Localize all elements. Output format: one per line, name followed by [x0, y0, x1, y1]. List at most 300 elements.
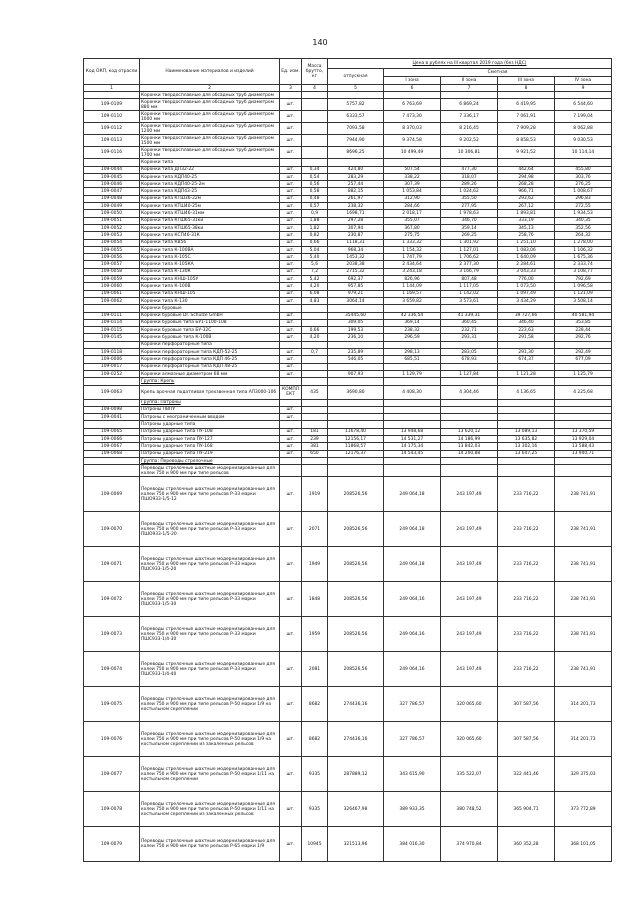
cell-price: 4 408,30 — [384, 385, 441, 399]
cell-price: 243 197,49 — [441, 512, 498, 547]
cell-code: 109-0046 — [84, 181, 140, 188]
cell-price: 6 763,69 — [384, 99, 441, 111]
column-number: 8 — [498, 85, 555, 92]
cell-mass — [302, 159, 328, 166]
cell-code — [84, 305, 140, 312]
cell-name: Коронки типа К-105КА — [140, 261, 280, 268]
cell-mass: 2081 — [302, 652, 328, 687]
cell-mass: 9335 — [302, 757, 328, 792]
cell-price: 1 024,62 — [441, 188, 498, 195]
cell-name: Коронки перфораторные типа КДП 48-25 — [140, 363, 280, 370]
cell-price: 292,76 — [555, 334, 612, 341]
table-row — [84, 217, 612, 224]
cell-price: 1 278,00 — [555, 239, 612, 246]
cell-code: 109-0060 — [84, 283, 140, 290]
cell-code: 109-0070 — [84, 512, 140, 547]
cell-price: 238 741,91 — [555, 512, 612, 547]
cell-price: 882,15 — [328, 188, 384, 195]
cell-mass — [302, 370, 328, 377]
cell-unit: шт. — [280, 319, 302, 326]
cell-unit: шт. — [280, 414, 302, 421]
cell-price: 10 499,49 — [384, 147, 441, 159]
cell-code: 109-0052 — [84, 224, 140, 231]
cell-code: 109-0111 — [84, 312, 140, 319]
cell-price: 8 062,88 — [555, 123, 612, 135]
cell-mass: 0,48 — [302, 195, 328, 202]
table-row — [84, 435, 612, 442]
cell-price: 264,32 — [555, 232, 612, 239]
cell-code — [84, 421, 140, 428]
cell-name: Переводы стрелочные шахтные модернизированные для колеи 750 и 900 мм при типе рельсов Р-50 марки 1/11 на костыльном скреплении — [140, 757, 280, 792]
cell-name: Коронки твердосплавные для обсадных труб диаметром 1000 мм — [140, 111, 280, 123]
cell-unit: шт. — [280, 582, 302, 617]
cell-price: 355,50 — [441, 195, 498, 202]
cell-mass: 650 — [302, 450, 328, 457]
cell-name: Переводы стрелочные шахтные модернизированные для колеи 750 и 900 мм при типе рельсов Р-33 марки ПШО933-1/5-20 — [140, 512, 280, 547]
cell-unit: шт. — [280, 261, 302, 268]
cell-price: 238,32 — [328, 203, 384, 210]
cell-price: 424,80 — [328, 166, 384, 173]
cell-price: 1 008,67 — [555, 188, 612, 195]
table-row — [84, 327, 612, 334]
cell-mass: 8682 — [302, 687, 328, 722]
cell-name: Патроны ударные типа ПУ-219 — [140, 450, 280, 457]
cell-unit: шт. — [280, 297, 302, 304]
cell-unit: шт. — [280, 327, 302, 334]
cell-price: 3064,14 — [328, 297, 384, 304]
cell-price — [498, 414, 555, 421]
cell-code: 109-0063 — [84, 385, 140, 399]
cell-price: 1 144,09 — [384, 283, 441, 290]
table-row — [84, 166, 612, 173]
header-price-group: Цена в рублях на III квартал 2019 года (без НДС) — [328, 59, 612, 69]
cell-price: 1 083,06 — [498, 246, 555, 253]
table-row — [84, 687, 612, 722]
cell-price: 2 377,30 — [441, 261, 498, 268]
cell-price — [498, 457, 555, 464]
cell-price: 6 419,95 — [498, 99, 555, 111]
cell-price: 40 581,94 — [555, 312, 612, 319]
cell-price — [555, 414, 612, 421]
table-row — [84, 173, 612, 180]
cell-price: 307,39 — [384, 181, 441, 188]
cell-price: 12176,37 — [328, 450, 384, 457]
cell-price: 303,76 — [555, 173, 612, 180]
table-row — [84, 195, 612, 202]
cell-price: 1 251,10 — [498, 239, 555, 246]
cell-price: 1 169,57 — [384, 290, 441, 297]
table-row — [84, 477, 612, 512]
cell-mass: 381 — [302, 443, 328, 450]
cell-price: 1 073,50 — [498, 283, 555, 290]
cell-price: 292,49 — [555, 349, 612, 356]
cell-price: 1 142,02 — [441, 290, 498, 297]
cell-mass: 0,54 — [302, 173, 328, 180]
cell-price: 269,25 — [441, 232, 498, 239]
cell-code: 109-0109 — [84, 99, 140, 111]
cell-name: Коронки типа — [140, 159, 280, 166]
cell-name: Коронки буровые Dr. Schulze GmbH — [140, 312, 280, 319]
cell-unit: шт. — [280, 99, 302, 111]
cell-code: 109-0056 — [84, 254, 140, 261]
cell-mass: 4,20 — [302, 283, 328, 290]
cell-price: 1 640,09 — [498, 254, 555, 261]
cell-unit — [280, 305, 302, 312]
table-row — [84, 99, 612, 111]
table-row — [84, 92, 612, 99]
cell-price: 1 129,79 — [384, 370, 441, 377]
cell-price: 243 197,49 — [441, 477, 498, 512]
cell-price: 3 573,61 — [441, 297, 498, 304]
cell-price: 546,05 — [328, 356, 384, 363]
cell-name: Переводы стрелочные шахтные модернизированные для колеи 750 и 900 мм при типе рельсов Р-33 марки ПШС933-1/5-20 — [140, 547, 280, 582]
cell-unit: шт. — [280, 406, 302, 413]
cell-mass: 5,40 — [302, 254, 328, 261]
cell-price — [555, 406, 612, 413]
header-zone-1: I зона — [384, 77, 441, 85]
cell-mass: 0,7 — [302, 349, 328, 356]
cell-name: Переводы стрелочные шахтные модернизированные для колеи 750 и 900 мм при типе рельсов — [140, 465, 280, 477]
cell-price: 13 929,04 — [555, 435, 612, 442]
cell-name: Коронки буровые типа БУ1-1100-108 — [140, 319, 280, 326]
cell-price: 333,19 — [498, 217, 555, 224]
cell-code: 109-0044 — [84, 166, 140, 173]
cell-mass: 0,66 — [302, 327, 328, 334]
cell-code: 109-0112 — [84, 123, 140, 135]
cell-price: 208526,56 — [328, 547, 384, 582]
cell-unit: шт. — [280, 268, 302, 275]
cell-price: 327 786,57 — [384, 722, 441, 757]
table-row — [84, 224, 612, 231]
cell-price — [555, 465, 612, 477]
cell-unit: шт. — [280, 334, 302, 341]
table-row — [84, 414, 612, 421]
cell-code: 109-0061 — [84, 290, 140, 297]
cell-price — [384, 465, 441, 477]
cell-mass — [302, 341, 328, 348]
table-row — [84, 349, 612, 356]
cell-price: 13 948,68 — [384, 428, 441, 435]
cell-price — [498, 406, 555, 413]
cell-name: Коронки типа ДП32-22 — [140, 166, 280, 173]
cell-name: Коронки типа К-130К — [140, 268, 280, 275]
cell-name: Патроны с неограниченным вводом — [140, 414, 280, 421]
cell-price: 13 647,25 — [498, 450, 555, 457]
cell-unit — [280, 421, 302, 428]
cell-unit: шт. — [280, 312, 302, 319]
cell-mass — [302, 123, 328, 135]
cell-price: 8 370,03 — [384, 123, 441, 135]
table-row — [84, 428, 612, 435]
table-row — [84, 370, 612, 377]
cell-mass — [302, 363, 328, 370]
cell-code: 109-0045 — [84, 173, 140, 180]
cell-name: Коронки типа КВ56 — [140, 239, 280, 246]
price-table — [83, 58, 612, 862]
cell-price: 338,22 — [384, 173, 441, 180]
cell-price: 13 370,59 — [555, 428, 612, 435]
cell-price: 199,53 — [328, 327, 384, 334]
cell-price: 14 186,99 — [441, 435, 498, 442]
cell-code: 109-0073 — [84, 617, 140, 652]
cell-price — [441, 378, 498, 385]
cell-code: 109-0017 — [84, 363, 140, 370]
cell-price: 674,37 — [498, 356, 555, 363]
cell-mass — [302, 92, 328, 99]
cell-unit: шт. — [280, 173, 302, 180]
cell-mass: 5,6 — [302, 261, 328, 268]
table-row — [84, 111, 612, 123]
cell-price: 1 934,53 — [555, 210, 612, 217]
cell-mass: 0,56 — [302, 181, 328, 188]
cell-mass: 239 — [302, 435, 328, 442]
cell-code — [84, 92, 140, 99]
cell-name: Переводы стрелочные шахтные модернизированные для колеи 750 и 900 мм при типе рельсов Р-50 марки 1/9 на костыльном скреплении из закаленных рельсов — [140, 722, 280, 757]
group-row — [84, 378, 612, 385]
cell-price: 314 201,73 — [555, 687, 612, 722]
cell-price: 340,35 — [555, 217, 612, 224]
cell-price: 13 635,82 — [498, 435, 555, 442]
cell-price: 289,26 — [441, 181, 498, 188]
cell-price: 692,37 — [328, 276, 384, 283]
cell-price — [441, 305, 498, 312]
cell-code: 109-0067 — [84, 443, 140, 450]
header-name: Наименование материалов и изделий — [140, 59, 280, 85]
cell-price: 13 842,03 — [441, 443, 498, 450]
cell-mass: 10945 — [302, 827, 328, 862]
cell-mass: 5,42 — [302, 276, 328, 283]
cell-code: 109-0077 — [84, 757, 140, 792]
cell-code: 109-0049 — [84, 203, 140, 210]
cell-price: 296,83 — [555, 195, 612, 202]
cell-price: 208526,56 — [328, 582, 384, 617]
table-row — [84, 465, 612, 477]
cell-code — [84, 341, 140, 348]
column-number: 4 — [302, 85, 328, 92]
cell-mass — [302, 312, 328, 319]
cell-unit: КОМПЛ ЕКТ — [280, 385, 302, 399]
cell-code — [84, 399, 140, 406]
cell-price: 13 089,13 — [498, 428, 555, 435]
cell-price: 7093,58 — [328, 123, 384, 135]
table-row — [84, 297, 612, 304]
table-row — [84, 547, 612, 582]
cell-code: 109-0055 — [84, 246, 140, 253]
table-row — [84, 582, 612, 617]
cell-price: 232,71 — [441, 327, 498, 334]
cell-name: Патроны ударные типа ПУ-127 — [140, 435, 280, 442]
table-row — [84, 722, 612, 757]
cell-price — [555, 363, 612, 370]
cell-price: 238 741,91 — [555, 582, 612, 617]
cell-price: 6 869,24 — [441, 99, 498, 111]
table-row — [84, 188, 612, 195]
cell-unit: шт. — [280, 195, 302, 202]
cell-code: 109-0113 — [84, 135, 140, 147]
cell-price: 283,05 — [441, 349, 498, 356]
cell-unit: шт. — [280, 370, 302, 377]
cell-price: 1 053,84 — [384, 188, 441, 195]
cell-price: 322 441,46 — [498, 757, 555, 792]
cell-mass: 0,57 — [302, 203, 328, 210]
cell-price: 297,28 — [328, 217, 384, 224]
cell-unit: шт. — [280, 290, 302, 297]
cell-price: 1 706,62 — [441, 254, 498, 261]
cell-price — [328, 378, 384, 385]
cell-code: 109-0145 — [84, 334, 140, 341]
cell-price — [328, 399, 384, 406]
cell-code: 109-0078 — [84, 792, 140, 827]
cell-name: Коронки типа К-100ВА — [140, 246, 280, 253]
cell-mass: 1959 — [302, 617, 328, 652]
cell-price: 2038,38 — [328, 261, 384, 268]
cell-price — [555, 421, 612, 428]
cell-unit: шт. — [280, 547, 302, 582]
cell-mass — [302, 356, 328, 363]
cell-name: Коронки типа КДП40-25 — [140, 173, 280, 180]
cell-price: 3 043,33 — [498, 268, 555, 275]
cell-price: 249 064,16 — [384, 617, 441, 652]
cell-price: 208526,56 — [328, 652, 384, 687]
cell-unit: шт. — [280, 123, 302, 135]
group-row — [84, 457, 612, 464]
cell-price: 14 543,45 — [384, 450, 441, 457]
cell-price — [384, 421, 441, 428]
cell-price: 4 136,65 — [498, 385, 555, 399]
cell-price: 274436,16 — [328, 722, 384, 757]
cell-unit: шт. — [280, 349, 302, 356]
cell-price: 277,95 — [441, 203, 498, 210]
cell-price: 369,14 — [384, 319, 441, 326]
cell-price: 275,75 — [384, 232, 441, 239]
table-row — [84, 239, 612, 246]
column-number: 5 — [328, 85, 384, 92]
cell-code: 109-0066 — [84, 435, 140, 442]
cell-name: Коронки перфораторные типа — [140, 341, 280, 348]
cell-price: 236,10 — [328, 334, 384, 341]
cell-code: 109-0006 — [84, 356, 140, 363]
header-code: Код ОКП, код отрасли — [84, 59, 140, 85]
cell-unit: шт. — [280, 722, 302, 757]
cell-price: 272,55 — [555, 203, 612, 210]
cell-price: 243 197,49 — [441, 547, 498, 582]
cell-name: Переводы стрелочные шахтные модернизированные для колеи 750 и 900 мм при типе рельсов Р-50 марки 1/11 на костыльном скреплении из закаленных рельсов — [140, 792, 280, 827]
cell-price: 320 065,60 — [441, 687, 498, 722]
cell-code: 109-0069 — [84, 477, 140, 512]
cell-price — [384, 378, 441, 385]
table-row — [84, 210, 612, 217]
cell-price — [498, 159, 555, 166]
cell-price: 353,85 — [555, 319, 612, 326]
cell-price: 327 786,57 — [384, 687, 441, 722]
table-row — [84, 652, 612, 687]
cell-unit: шт. — [280, 792, 302, 827]
table-row — [84, 254, 612, 261]
cell-price — [384, 92, 441, 99]
cell-price — [555, 159, 612, 166]
cell-price: 39 727,66 — [498, 312, 555, 319]
cell-price: 6 544,60 — [555, 99, 612, 111]
cell-price — [328, 457, 384, 464]
cell-name: Переводы стрелочные шахтные модернизированные для колеи 750 и 900 мм при типе рельсов Р-33 марки ПШС933-1/4-30 — [140, 617, 280, 652]
cell-price: 360,45 — [441, 319, 498, 326]
cell-price: 9 374,58 — [384, 135, 441, 147]
cell-name: Переводы стрелочные шахтные модернизированные для колеи 750 и 900 мм при типе рельсов Р-33 марки ПШС933-1/4-40 — [140, 652, 280, 687]
column-number: 6 — [384, 85, 441, 92]
cell-price: 826,96 — [384, 276, 441, 283]
cell-price: 968,34 — [328, 246, 384, 253]
cell-price: 1 125,79 — [555, 370, 612, 377]
header-zone-3: III зона — [498, 77, 555, 85]
cell-price: 258,76 — [498, 232, 555, 239]
cell-price — [555, 378, 612, 385]
cell-price — [441, 465, 498, 477]
cell-unit: шт. — [280, 276, 302, 283]
cell-price — [328, 159, 384, 166]
cell-mass — [302, 111, 328, 123]
cell-price: 13 302,16 — [498, 443, 555, 450]
cell-unit: шт. — [280, 203, 302, 210]
cell-price — [328, 341, 384, 348]
cell-price: 9 030,53 — [555, 135, 612, 147]
cell-price: 9 202,52 — [441, 135, 498, 147]
cell-name: Коронки типа КТШ65-31ки — [140, 217, 280, 224]
cell-name: Коронки твердосплавные для обсадных труб диаметром 1500 мм — [140, 135, 280, 147]
cell-unit — [280, 465, 302, 477]
cell-name: Коронки типа КТШ65-38ки — [140, 224, 280, 231]
cell-price: 1 127,84 — [441, 370, 498, 377]
cell-price — [498, 305, 555, 312]
cell-price: 3 108,77 — [555, 268, 612, 275]
cell-name: Группа: Переводы стрелочные — [140, 457, 280, 464]
cell-price: 677,09 — [555, 356, 612, 363]
cell-price: 276,25 — [555, 181, 612, 188]
cell-mass: 0,66 — [302, 239, 328, 246]
cell-price: 1453,32 — [328, 254, 384, 261]
cell-name: Коронки типа К-100В — [140, 283, 280, 290]
cell-code: 109-0115 — [84, 327, 140, 334]
cell-price: 294,98 — [498, 173, 555, 180]
cell-unit: шт. — [280, 239, 302, 246]
cell-code: 109-0041 — [84, 414, 140, 421]
cell-mass: 9335 — [302, 792, 328, 827]
cell-price: 35445,60 — [328, 312, 384, 319]
table-row — [84, 123, 612, 135]
cell-price: 2 284,61 — [498, 261, 555, 268]
cell-name: Патроны ударные типа — [140, 421, 280, 428]
cell-price: 2 018,17 — [384, 210, 441, 217]
cell-unit — [280, 341, 302, 348]
table-body — [84, 92, 612, 862]
cell-price: 249 064,16 — [384, 652, 441, 687]
cell-price — [498, 363, 555, 370]
cell-price — [384, 406, 441, 413]
cell-price: 3 508,14 — [555, 297, 612, 304]
cell-price: 243 197,49 — [441, 617, 498, 652]
cell-price: 957,85 — [328, 283, 384, 290]
cell-price — [328, 421, 384, 428]
cell-price: 41 339,31 — [441, 312, 498, 319]
cell-price: 268,28 — [498, 181, 555, 188]
cell-price: 287889,12 — [328, 757, 384, 792]
cell-price — [498, 399, 555, 406]
cell-code: 109-0118 — [84, 349, 140, 356]
cell-price — [384, 414, 441, 421]
cell-unit: шт. — [280, 254, 302, 261]
cell-price: 1 333,32 — [384, 239, 441, 246]
cell-unit: шт. — [280, 617, 302, 652]
cell-mass: 1,82 — [302, 224, 328, 231]
